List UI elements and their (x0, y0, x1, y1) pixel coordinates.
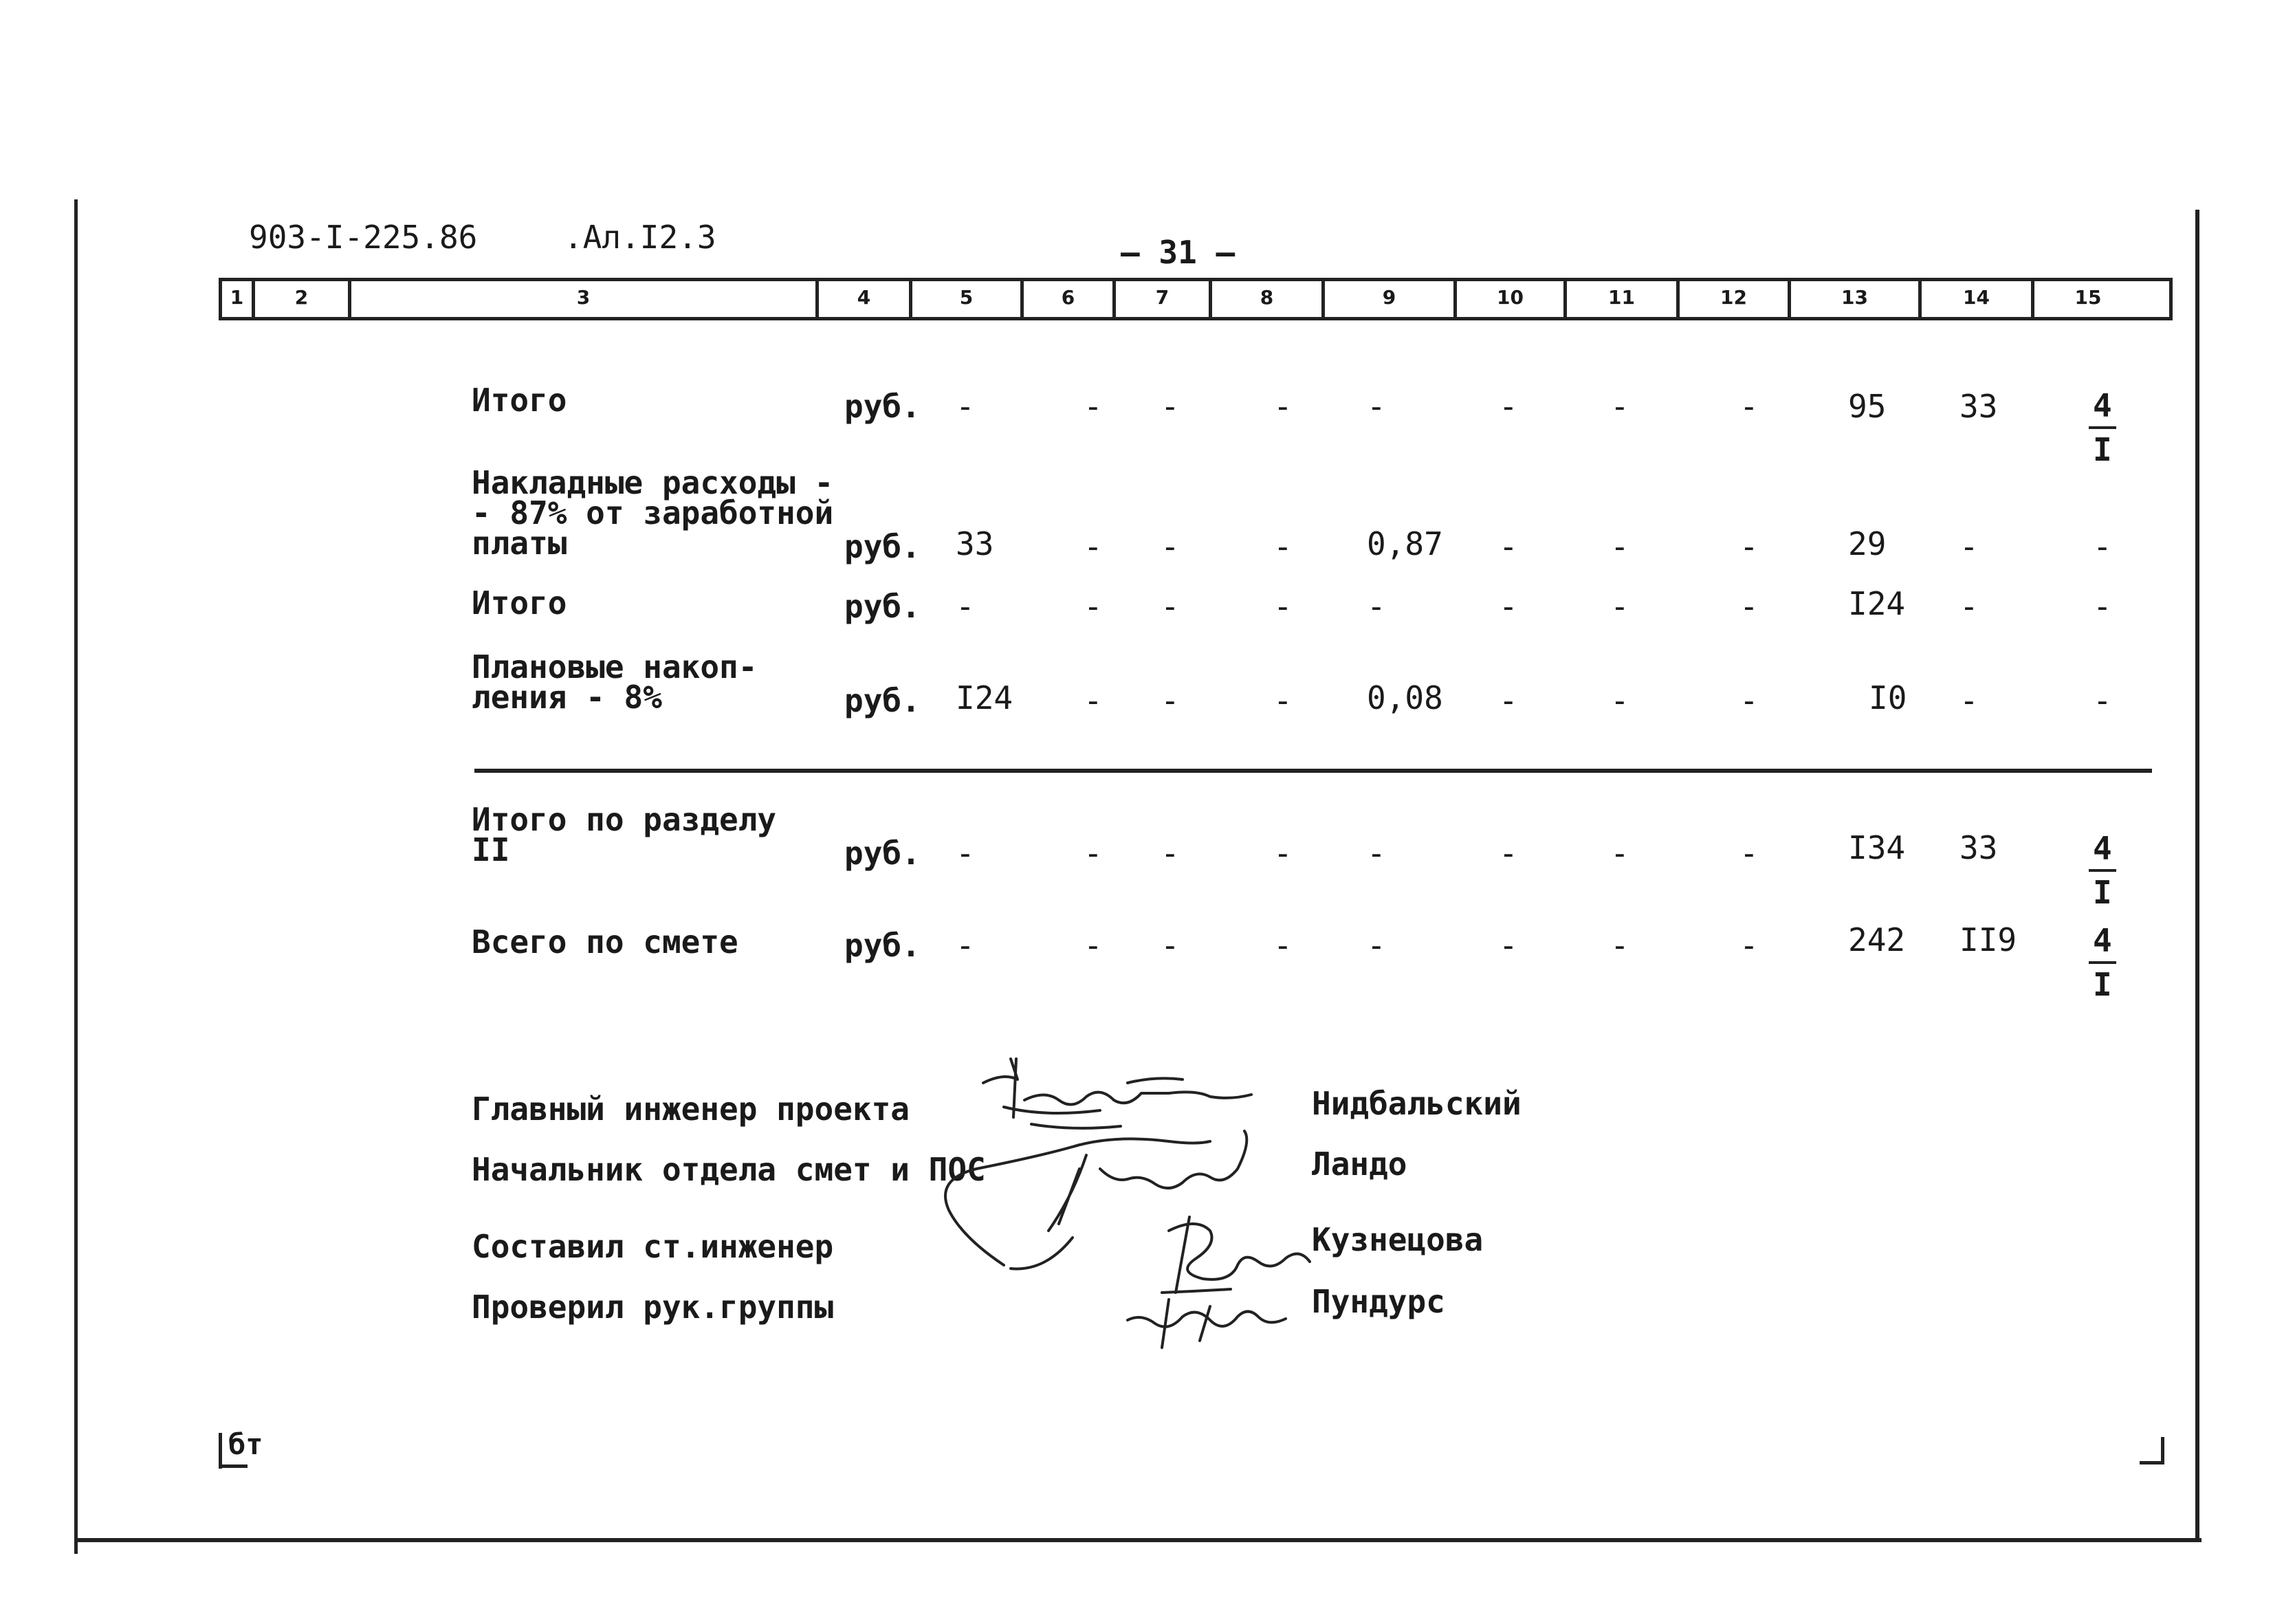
cell-col13: 95 (1848, 388, 1887, 425)
cell-col14: 33 (1959, 388, 1998, 425)
cell-col5: - (956, 588, 975, 625)
cell-col12: - (1739, 588, 1759, 625)
row-label: Накладные расходы - - 87% от заработной платы (472, 464, 834, 562)
col-header-1: 1 (222, 281, 255, 317)
document-code: 903-I-225.86 (249, 219, 478, 256)
cell-col8: - (1273, 682, 1293, 719)
col-header-9: 9 (1325, 281, 1457, 317)
page-number: — 31 — (1121, 234, 1236, 271)
row-label: Итого (472, 382, 567, 419)
col-header-7: 7 (1116, 281, 1212, 317)
cell-col8: - (1273, 388, 1293, 425)
signature-name-chief-engineer: Нидбальский (1312, 1085, 1522, 1122)
row-unit: руб. (844, 528, 921, 565)
cell-col10: - (1499, 528, 1518, 565)
row-label: Плановые накоп- ления - 8% (472, 648, 758, 716)
cell-col11: - (1610, 528, 1629, 565)
cell-col10: - (1499, 835, 1518, 872)
col-header-6: 6 (1024, 281, 1116, 317)
fraction-denominator: I (2093, 431, 2112, 468)
cell-col14: II9 (1959, 921, 2017, 958)
cell-col9: - (1367, 388, 1386, 425)
fraction-numerator: 4 (2089, 828, 2116, 872)
fraction-numerator: 4 (2089, 920, 2116, 964)
cell-col13: I34 (1848, 829, 1906, 866)
cell-col11: - (1610, 682, 1629, 719)
cell-col15: - (2093, 682, 2112, 719)
cell-col11: - (1610, 927, 1629, 964)
cell-col13: I0 (1869, 679, 1907, 716)
col-header-14: 14 (1922, 281, 2034, 317)
col-header-13: 13 (1791, 281, 1922, 317)
cell-col12: - (1739, 835, 1759, 872)
cell-col14: - (1959, 588, 1979, 625)
row-unit: руб. (844, 588, 921, 625)
cell-col5: - (956, 835, 975, 872)
cell-col6: - (1084, 388, 1103, 425)
cell-col11: - (1610, 835, 1629, 872)
cell-col7: - (1161, 927, 1180, 964)
col-header-11: 11 (1567, 281, 1680, 317)
cell-col11: - (1610, 388, 1629, 425)
cell-col6: - (1084, 528, 1103, 565)
cell-col7: - (1161, 388, 1180, 425)
cell-col9: - (1367, 927, 1386, 964)
cell-col14: 33 (1959, 829, 1998, 866)
cell-col5: - (956, 388, 975, 425)
row-label: Итого по разделу II (472, 801, 777, 868)
corner-vertical-bar (2161, 1437, 2164, 1464)
col-header-12: 12 (1680, 281, 1791, 317)
cell-col14: - (1959, 528, 1979, 565)
row-unit: руб. (844, 682, 921, 719)
cell-col8: - (1273, 528, 1293, 565)
cell-col13: 29 (1848, 525, 1887, 562)
sheet-reference: .Ал.I2.3 (564, 219, 716, 256)
cell-col15: - (2093, 588, 2112, 625)
cell-col7: - (1161, 588, 1180, 625)
corner-mark-right (2140, 1437, 2164, 1464)
cell-col14: - (1959, 682, 1979, 719)
col-header-4: 4 (819, 281, 912, 317)
cell-col6: - (1084, 927, 1103, 964)
cell-col8: - (1273, 588, 1293, 625)
signature-role-chief-engineer: Главный инженер проекта (472, 1090, 910, 1128)
cell-col10: - (1499, 588, 1518, 625)
cell-col11: - (1610, 588, 1629, 625)
col-header-2: 2 (255, 281, 351, 317)
row-label: Итого (472, 584, 567, 622)
signature-name-department-head: Ландо (1312, 1145, 1407, 1183)
row-label: Всего по смете (472, 923, 738, 961)
signature-name-checker: Пундурс (1312, 1283, 1445, 1320)
corner-vertical-bar (219, 1433, 222, 1469)
cell-col9: - (1367, 588, 1386, 625)
cell-col15: - (2093, 528, 2112, 565)
cell-col10: - (1499, 682, 1518, 719)
cell-col6: - (1084, 835, 1103, 872)
cell-col12: - (1739, 528, 1759, 565)
col-header-8: 8 (1212, 281, 1325, 317)
cell-col8: - (1273, 927, 1293, 964)
fraction-denominator: I (2093, 966, 2112, 1003)
cell-col8: - (1273, 835, 1293, 872)
cell-col12: - (1739, 388, 1759, 425)
cell-col5: - (956, 927, 975, 964)
cell-col10: - (1499, 927, 1518, 964)
cell-col10: - (1499, 388, 1518, 425)
fraction-denominator: I (2093, 874, 2112, 911)
signature-role-compiler: Составил ст.инженер (472, 1228, 834, 1265)
row-unit: руб. (844, 388, 921, 425)
col-header-15: 15 (2074, 286, 2102, 309)
col-header-10: 10 (1457, 281, 1567, 317)
corner-mark-text: бт (228, 1427, 263, 1461)
cell-col12: - (1739, 682, 1759, 719)
cell-col5: I24 (956, 679, 1013, 716)
cell-col9: - (1367, 835, 1386, 872)
cell-col13: I24 (1848, 585, 1906, 622)
cell-col13: 242 (1848, 921, 1906, 958)
cell-col12: - (1739, 927, 1759, 964)
signature-role-department-head: Начальник отдела смет и ПОС (472, 1151, 986, 1188)
cell-col6: - (1084, 588, 1103, 625)
col-header-3: 3 (351, 281, 819, 317)
cell-col7: - (1161, 528, 1180, 565)
signature-role-checker: Проверил рук.группы (472, 1288, 834, 1326)
cell-col9: 0,87 (1367, 525, 1443, 562)
fraction-numerator: 4 (2089, 385, 2116, 429)
signature-name-compiler: Кузнецова (1312, 1221, 1484, 1258)
cell-col7: - (1161, 682, 1180, 719)
row-unit: руб. (844, 927, 921, 964)
cell-col9: 0,08 (1367, 679, 1443, 716)
cell-col6: - (1084, 682, 1103, 719)
corner-horizontal-bar (219, 1464, 248, 1468)
row-unit: руб. (844, 835, 921, 872)
col-header-5: 5 (912, 281, 1024, 317)
cell-col5: 33 (956, 525, 994, 562)
cell-col7: - (1161, 835, 1180, 872)
